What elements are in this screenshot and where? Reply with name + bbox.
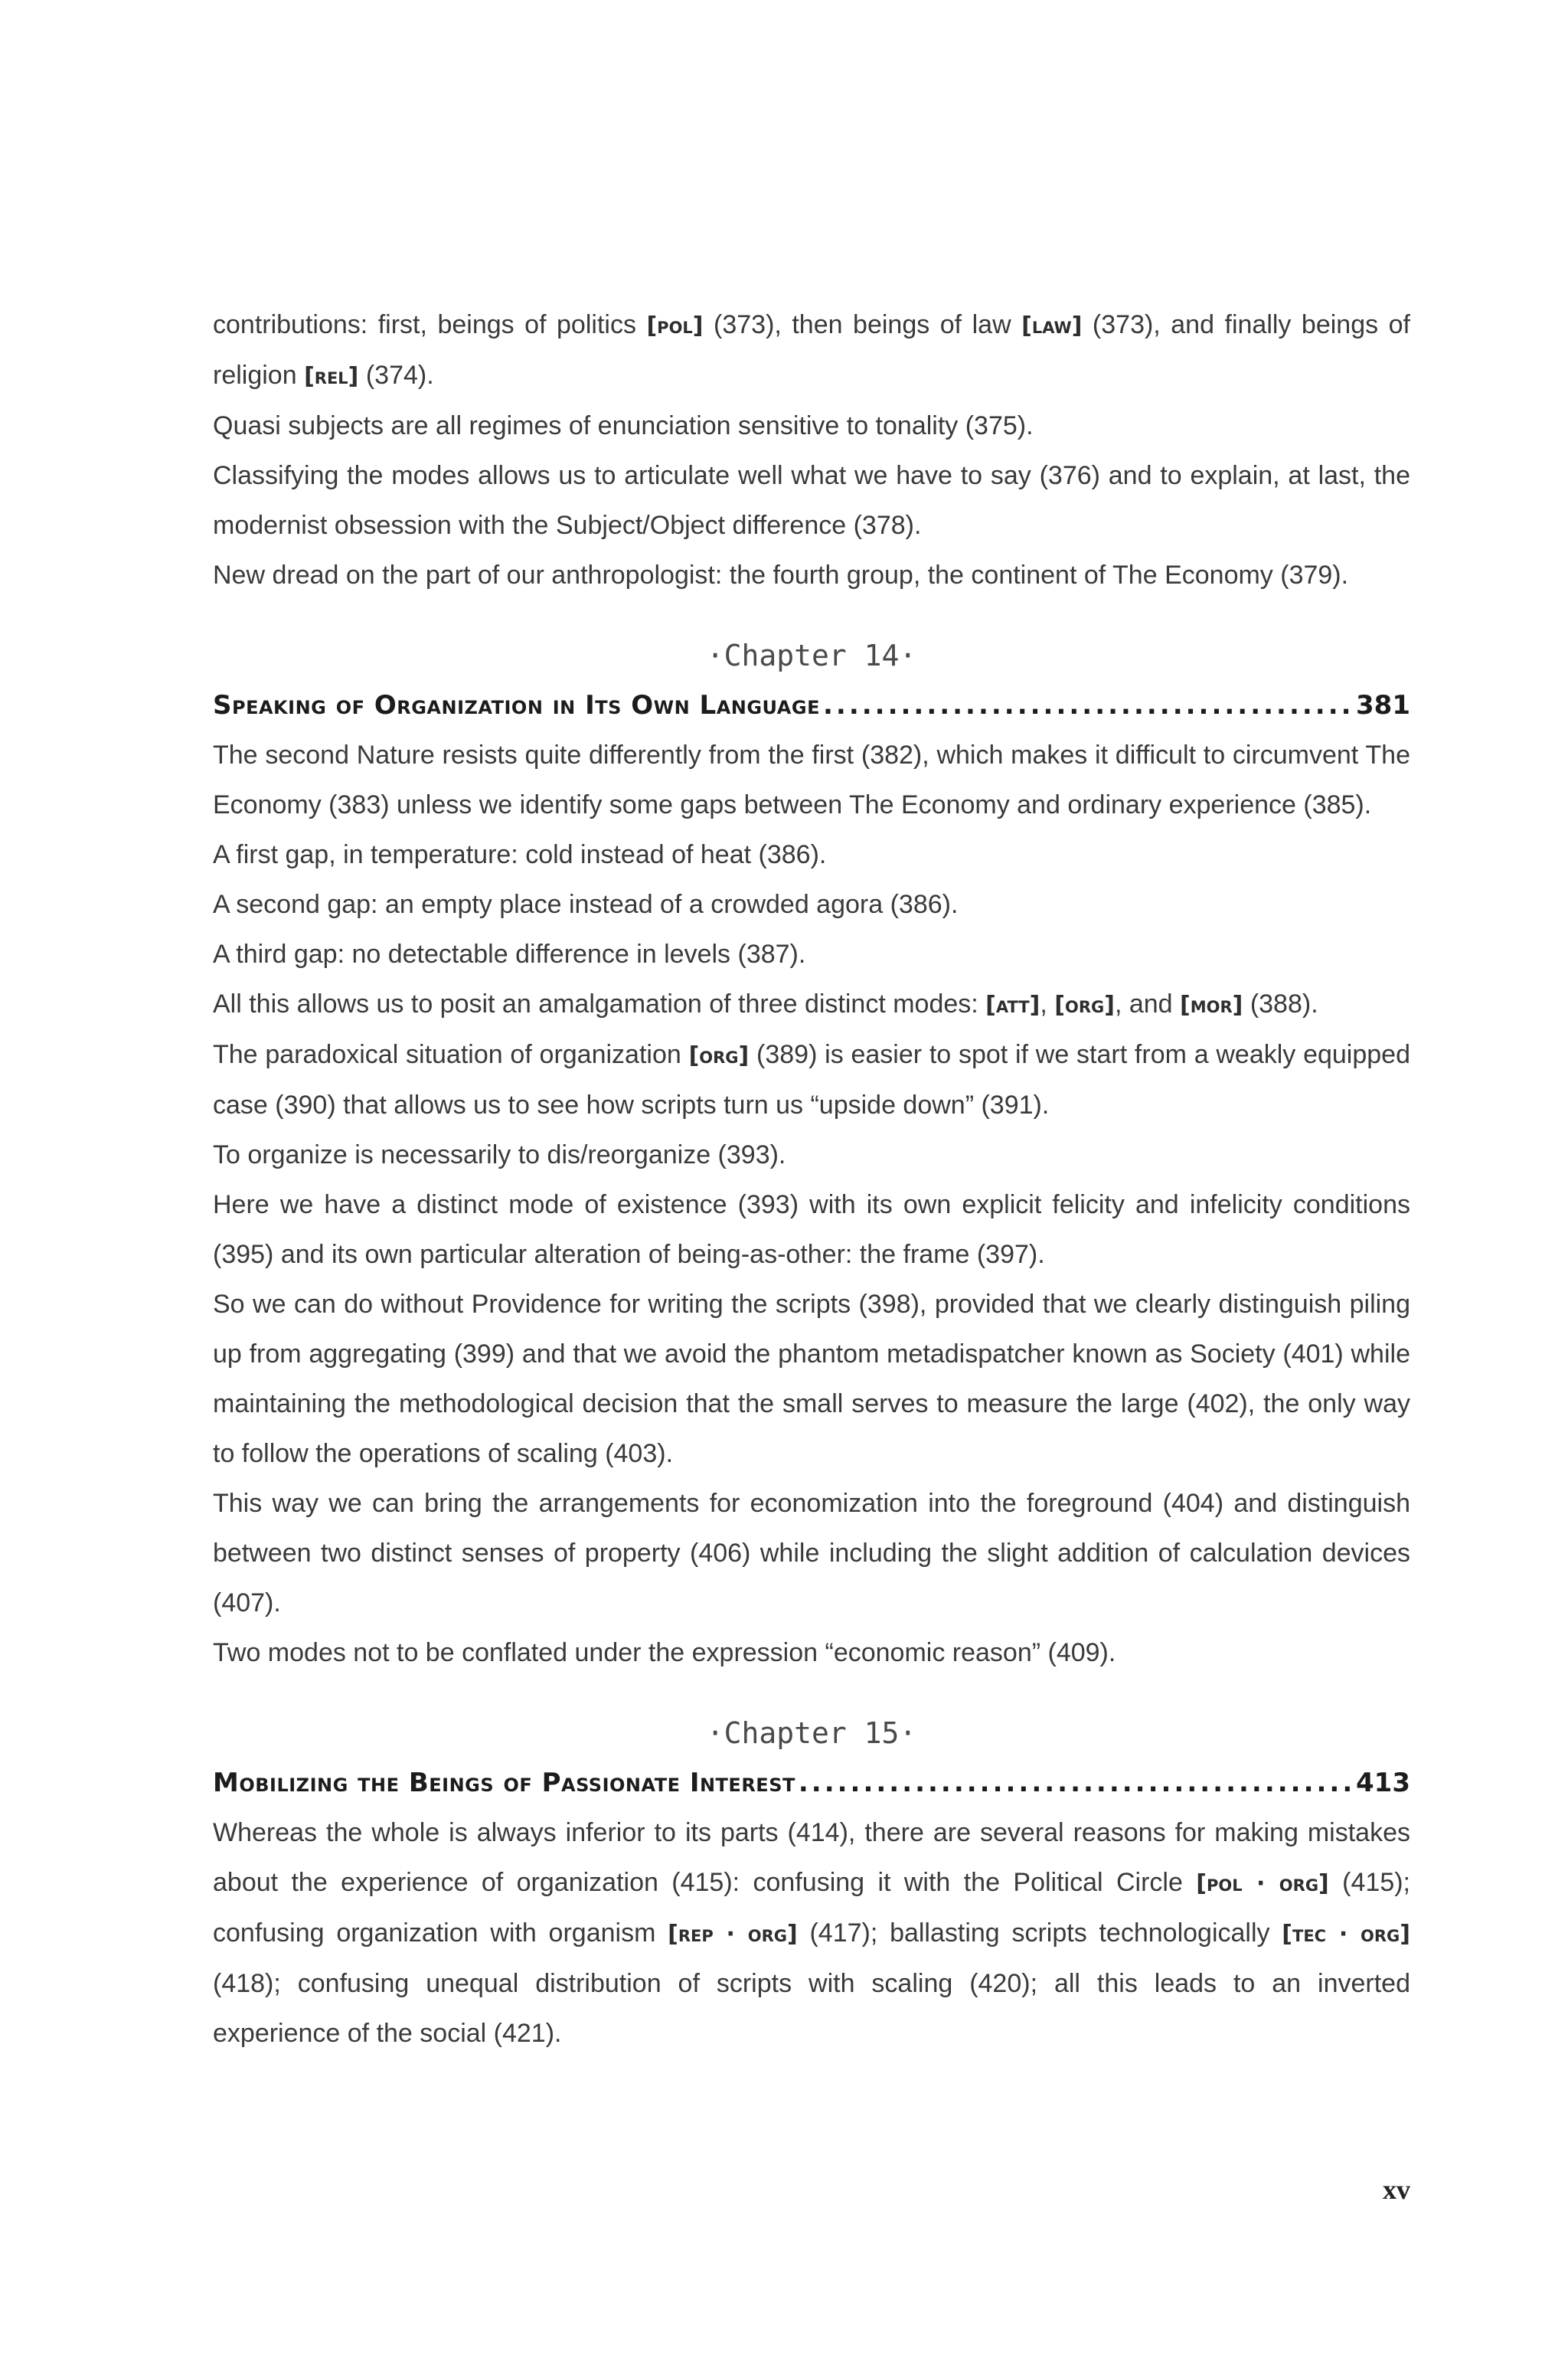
mode-tag: [pol] (646, 312, 704, 339)
mode-tag: [tec · org] (1282, 1921, 1410, 1948)
mode-tag: [rep · org] (668, 1921, 798, 1948)
chapter-14-title: Speaking of Organization in Its Own Language (213, 690, 820, 721)
dot-leader (799, 1758, 1353, 1808)
mode-tag: [org] (688, 1042, 750, 1069)
chapter-15-title: Mobilizing the Beings of Passionate Interest (213, 1768, 795, 1798)
chapter-14-paragraph: To organize is necessarily to dis/reorganize (393). (213, 1140, 786, 1169)
mode-tag: [att] (985, 992, 1040, 1019)
chapter-14-paragraph: The second Nature resists quite differently from the first (382), which makes it difficult to circumvent The Economy (383) unless we identify some gaps between The Economy and ordinary experience (385). (213, 741, 1410, 819)
chapter-14-paragraph: A third gap: no detectable difference in levels (387). (213, 940, 806, 969)
chapter-15-label: ·Chapter 15· (706, 1716, 917, 1750)
chapter-15-heading (213, 1758, 1410, 1808)
chapter-14-paragraph: So we can do without Providence for writing the scripts (398), provided that we clearly distinguish piling up from aggregating (399) and that we avoid the phantom metadispatcher known as Society (401) while maintaining the methodological decision that the small serves to measure the large (402), the only way to follow the operations of scaling (403). (213, 1290, 1410, 1468)
mode-tag: [law] (1021, 312, 1083, 339)
chapter-14-paragraph: Two modes not to be conflated under the expression “economic reason” (409). (213, 1638, 1116, 1667)
intro-paragraph-1: contributions: first, beings of politics [pol] (373), then beings of law [law] (373), and finally beings of religion [rel] (374). (213, 310, 1410, 390)
mode-tag: [pol · org] (1196, 1870, 1329, 1897)
chapter-14-paragraph: All this allows us to posit an amalgamation of three distinct modes: [att], [org], and [mor] (388). (213, 989, 1318, 1019)
chapter-14-page-number: 381 (1356, 690, 1410, 721)
intro-paragraph-2: Quasi subjects are all regimes of enunciation sensitive to tonality (375). (213, 411, 1034, 440)
chapter-15-paragraph: Whereas the whole is always inferior to its parts (414), there are several reasons for making mistakes about the experience of organization (415): confusing it with the Political Circle [pol · org] (415); confusing organization with organism [rep · org] (417); ballasting scripts technologically [tec · org] (418); confusing unequal distribution of scripts with scaling (420); all this leads to an inverted experience of the social (421). (213, 1818, 1411, 2048)
page-folio: xv (1383, 2174, 1410, 2205)
intro-paragraph-3: Classifying the modes allows us to articulate well what we have to say (376) and to explain, at last, the modernist obsession with the Subject/Object difference (378). (213, 461, 1410, 540)
mode-tag: [mor] (1180, 992, 1243, 1019)
mode-tag: [org] (1054, 992, 1115, 1019)
chapter-14-paragraph: A first gap, in temperature: cold instead of heat (386). (213, 840, 827, 869)
chapter-14-heading (213, 681, 1410, 731)
document-page (213, 300, 1410, 2059)
mode-tag: [rel] (304, 363, 359, 390)
chapter-14-paragraph: The paradoxical situation of organization [org] (389) is easier to spot if we start from a weakly equipped case (390) that allows us to see how scripts turn us “upside down” (391). (213, 1040, 1410, 1120)
chapter-14-label: ·Chapter 14· (706, 639, 917, 672)
chapter-14-paragraph: This way we can bring the arrangements for economization into the foreground (404) and distinguish between two distinct senses of property (406) while including the slight addition of calculation devices (407). (213, 1489, 1410, 1617)
chapter-15-page-number: 413 (1356, 1768, 1410, 1798)
chapter-14-paragraph: Here we have a distinct mode of existence (393) with its own explicit felicity and infelicity conditions (395) and its own particular alteration of being-as-other: the frame (397). (213, 1190, 1410, 1269)
intro-paragraph-4: New dread on the part of our anthropologist: the fourth group, the continent of The Economy (379). (213, 561, 1349, 590)
dot-leader (823, 681, 1353, 731)
chapter-14-paragraph: A second gap: an empty place instead of a crowded agora (386). (213, 890, 959, 919)
